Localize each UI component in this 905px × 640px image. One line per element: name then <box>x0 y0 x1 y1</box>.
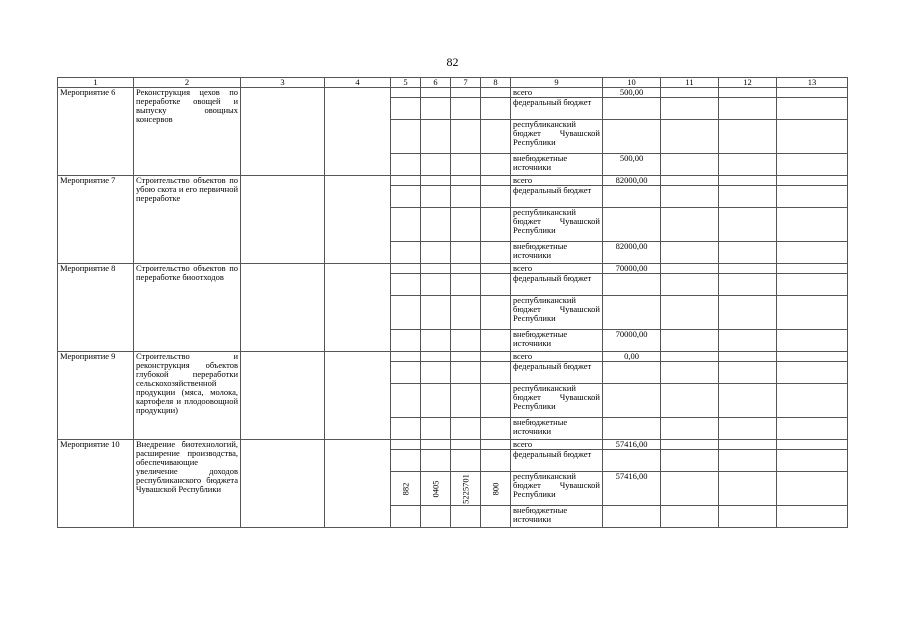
code-cell-col7 <box>451 88 481 98</box>
funding-source: внебюджетные источники <box>511 242 603 264</box>
code-cell-col8 <box>481 186 511 208</box>
code-cell-col8 <box>481 472 511 506</box>
code-cell-col7 <box>451 330 481 352</box>
column-header-7: 7 <box>451 78 481 88</box>
code-cell-col5 <box>391 450 421 472</box>
funding-amount: 70000,00 <box>603 330 661 352</box>
cell-col4 <box>325 352 391 440</box>
funding-source: всего <box>511 88 603 98</box>
cell-col12 <box>719 186 777 208</box>
cell-col12 <box>719 296 777 330</box>
code-cell-col8 <box>481 242 511 264</box>
cell-col13 <box>777 274 848 296</box>
program-events-table <box>57 77 848 528</box>
cell-col13 <box>777 440 848 450</box>
code-cell-col7 <box>451 274 481 296</box>
cell-col11 <box>661 154 719 176</box>
cell-col13 <box>777 88 848 98</box>
table-row <box>58 176 848 186</box>
code-cell-col8 <box>481 154 511 176</box>
funding-amount: 0,00 <box>603 352 661 362</box>
cell-col3 <box>241 264 325 352</box>
code-cell-col5 <box>391 330 421 352</box>
code-cell-col6 <box>421 362 451 384</box>
table-row <box>58 88 848 98</box>
cell-col12 <box>719 264 777 274</box>
code-cell-col7 <box>451 472 481 506</box>
event-label: Мероприятие 7 <box>58 176 134 264</box>
code-cell-col6 <box>421 154 451 176</box>
code-cell-col7 <box>451 296 481 330</box>
code-cell-col8 <box>481 296 511 330</box>
code-cell-col6 <box>421 176 451 186</box>
cell-col12 <box>719 88 777 98</box>
event-name: Строительство и реконструкция объектов глубокой переработки сельскохозяйственной продукции (мяса, молока, картофеля и плодоовощной продукции) <box>134 352 241 440</box>
funding-source: внебюджетные источники <box>511 506 603 528</box>
funding-amount <box>603 98 661 120</box>
cell-col11 <box>661 88 719 98</box>
event-label: Мероприятие 8 <box>58 264 134 352</box>
cell-col13 <box>777 330 848 352</box>
code-cell-col6 <box>421 418 451 440</box>
cell-col13 <box>777 296 848 330</box>
code-cell-col8 <box>481 506 511 528</box>
cell-col11 <box>661 120 719 154</box>
funding-source: республиканский бюджет Чувашской Республики <box>511 472 603 506</box>
funding-amount <box>603 506 661 528</box>
code-cell-col7 <box>451 440 481 450</box>
event-label: Мероприятие 10 <box>58 440 134 528</box>
funding-source: федеральный бюджет <box>511 450 603 472</box>
cell-col12 <box>719 176 777 186</box>
code-cell-col7 <box>451 352 481 362</box>
code-cell-col8 <box>481 362 511 384</box>
code-cell-col8 <box>481 352 511 362</box>
cell-col11 <box>661 330 719 352</box>
cell-col13 <box>777 506 848 528</box>
code-cell-col8 <box>481 88 511 98</box>
cell-col13 <box>777 120 848 154</box>
funding-source: республиканский бюджет Чувашской Республики <box>511 120 603 154</box>
code-cell-col6 <box>421 296 451 330</box>
funding-source: федеральный бюджет <box>511 274 603 296</box>
code-cell-col5 <box>391 208 421 242</box>
funding-amount: 500,00 <box>603 154 661 176</box>
page-number: 82 <box>446 55 459 69</box>
event-label: Мероприятие 9 <box>58 352 134 440</box>
funding-source: республиканский бюджет Чувашской Республики <box>511 296 603 330</box>
column-header-9: 9 <box>511 78 603 88</box>
cell-col11 <box>661 296 719 330</box>
table-row <box>58 264 848 274</box>
code-cell-col5 <box>391 274 421 296</box>
funding-source: всего <box>511 440 603 450</box>
code-cell-col5 <box>391 176 421 186</box>
cell-col12 <box>719 274 777 296</box>
cell-col13 <box>777 384 848 418</box>
cell-col4 <box>325 264 391 352</box>
cell-col11 <box>661 506 719 528</box>
budget-code: 882 <box>400 482 410 495</box>
code-cell-col5 <box>391 296 421 330</box>
code-cell-col6 <box>421 472 451 506</box>
funding-source: внебюджетные источники <box>511 418 603 440</box>
cell-col13 <box>777 176 848 186</box>
cell-col13 <box>777 154 848 176</box>
column-header-1: 1 <box>58 78 134 88</box>
code-cell-col6 <box>421 186 451 208</box>
cell-col12 <box>719 450 777 472</box>
cell-col11 <box>661 186 719 208</box>
cell-col12 <box>719 418 777 440</box>
cell-col11 <box>661 264 719 274</box>
cell-col11 <box>661 274 719 296</box>
code-cell-col7 <box>451 418 481 440</box>
code-cell-col8 <box>481 330 511 352</box>
budget-code: 0405 <box>430 480 440 497</box>
column-header-4: 4 <box>325 78 391 88</box>
code-cell-col8 <box>481 384 511 418</box>
funding-amount: 57416,00 <box>603 440 661 450</box>
code-cell-col7 <box>451 120 481 154</box>
code-cell-col7 <box>451 208 481 242</box>
code-cell-col7 <box>451 450 481 472</box>
funding-amount: 500,00 <box>603 88 661 98</box>
code-cell-col6 <box>421 274 451 296</box>
cell-col12 <box>719 472 777 506</box>
code-cell-col5 <box>391 98 421 120</box>
cell-col12 <box>719 352 777 362</box>
cell-col3 <box>241 88 325 176</box>
code-cell-col8 <box>481 264 511 274</box>
code-cell-col7 <box>451 242 481 264</box>
cell-col3 <box>241 352 325 440</box>
code-cell-col5 <box>391 264 421 274</box>
code-cell-col6 <box>421 88 451 98</box>
code-cell-col6 <box>421 242 451 264</box>
cell-col11 <box>661 384 719 418</box>
code-cell-col7 <box>451 154 481 176</box>
funding-source: внебюджетные источники <box>511 154 603 176</box>
funding-amount <box>603 296 661 330</box>
funding-source: республиканский бюджет Чувашской Республики <box>511 208 603 242</box>
cell-col12 <box>719 440 777 450</box>
code-cell-col5 <box>391 88 421 98</box>
cell-col11 <box>661 98 719 120</box>
event-label: Мероприятие 6 <box>58 88 134 176</box>
column-header-2: 2 <box>134 78 241 88</box>
cell-col4 <box>325 88 391 176</box>
code-cell-col7 <box>451 98 481 120</box>
funding-amount <box>603 274 661 296</box>
event-name: Строительство объектов по переработке биоотходов <box>134 264 241 352</box>
cell-col13 <box>777 472 848 506</box>
code-cell-col5 <box>391 472 421 506</box>
cell-col13 <box>777 186 848 208</box>
funding-source: федеральный бюджет <box>511 186 603 208</box>
code-cell-col6 <box>421 384 451 418</box>
code-cell-col8 <box>481 208 511 242</box>
cell-col12 <box>719 98 777 120</box>
code-cell-col8 <box>481 120 511 154</box>
code-cell-col6 <box>421 506 451 528</box>
code-cell-col5 <box>391 154 421 176</box>
funding-amount: 82000,00 <box>603 176 661 186</box>
funding-amount <box>603 362 661 384</box>
cell-col12 <box>719 154 777 176</box>
cell-col13 <box>777 264 848 274</box>
funding-amount: 82000,00 <box>603 242 661 264</box>
column-header-6: 6 <box>421 78 451 88</box>
cell-col13 <box>777 208 848 242</box>
code-cell-col6 <box>421 120 451 154</box>
cell-col11 <box>661 208 719 242</box>
cell-col13 <box>777 362 848 384</box>
cell-col13 <box>777 418 848 440</box>
cell-col3 <box>241 440 325 528</box>
code-cell-col7 <box>451 176 481 186</box>
code-cell-col7 <box>451 506 481 528</box>
code-cell-col6 <box>421 352 451 362</box>
code-cell-col8 <box>481 450 511 472</box>
column-header-8: 8 <box>481 78 511 88</box>
cell-col11 <box>661 176 719 186</box>
cell-col12 <box>719 506 777 528</box>
funding-amount: 57416,00 <box>603 472 661 506</box>
code-cell-col5 <box>391 418 421 440</box>
code-cell-col8 <box>481 98 511 120</box>
code-cell-col5 <box>391 362 421 384</box>
code-cell-col5 <box>391 440 421 450</box>
header-row <box>58 78 848 88</box>
cell-col3 <box>241 176 325 264</box>
code-cell-col8 <box>481 440 511 450</box>
code-cell-col5 <box>391 120 421 154</box>
column-header-5: 5 <box>391 78 421 88</box>
cell-col4 <box>325 440 391 528</box>
column-header-10: 10 <box>603 78 661 88</box>
cell-col11 <box>661 440 719 450</box>
funding-source: всего <box>511 176 603 186</box>
event-name: Реконструкция цехов по переработке овощей и выпуску овощных консервов <box>134 88 241 176</box>
table-row <box>58 352 848 362</box>
budget-code: 800 <box>490 482 500 495</box>
cell-col12 <box>719 384 777 418</box>
funding-source: федеральный бюджет <box>511 98 603 120</box>
funding-amount <box>603 186 661 208</box>
cell-col12 <box>719 330 777 352</box>
funding-source: федеральный бюджет <box>511 362 603 384</box>
cell-col4 <box>325 176 391 264</box>
funding-source: всего <box>511 352 603 362</box>
cell-col11 <box>661 242 719 264</box>
cell-col11 <box>661 352 719 362</box>
cell-col13 <box>777 352 848 362</box>
code-cell-col7 <box>451 264 481 274</box>
funding-amount: 70000,00 <box>603 264 661 274</box>
cell-col12 <box>719 208 777 242</box>
funding-amount <box>603 450 661 472</box>
code-cell-col5 <box>391 384 421 418</box>
cell-col12 <box>719 242 777 264</box>
code-cell-col7 <box>451 186 481 208</box>
column-header-13: 13 <box>777 78 848 88</box>
column-header-11: 11 <box>661 78 719 88</box>
code-cell-col5 <box>391 186 421 208</box>
event-name: Внедрение биотехнологий, расширение производства, обеспечивающие увеличение доходов республиканского бюджета Чувашской Республики <box>134 440 241 528</box>
code-cell-col7 <box>451 384 481 418</box>
cell-col11 <box>661 418 719 440</box>
code-cell-col6 <box>421 98 451 120</box>
table-row <box>58 440 848 450</box>
cell-col11 <box>661 362 719 384</box>
budget-code: 5225701 <box>460 473 470 504</box>
funding-source: внебюджетные источники <box>511 330 603 352</box>
code-cell-col5 <box>391 506 421 528</box>
cell-col11 <box>661 472 719 506</box>
cell-col13 <box>777 450 848 472</box>
cell-col12 <box>719 120 777 154</box>
funding-amount <box>603 384 661 418</box>
code-cell-col8 <box>481 274 511 296</box>
event-name: Строительство объектов по убою скота и его первичной переработке <box>134 176 241 264</box>
cell-col13 <box>777 98 848 120</box>
funding-amount <box>603 418 661 440</box>
column-header-3: 3 <box>241 78 325 88</box>
code-cell-col8 <box>481 176 511 186</box>
funding-source: всего <box>511 264 603 274</box>
code-cell-col6 <box>421 264 451 274</box>
cell-col12 <box>719 362 777 384</box>
funding-source: республиканский бюджет Чувашской Республики <box>511 384 603 418</box>
funding-amount <box>603 208 661 242</box>
cell-col11 <box>661 450 719 472</box>
code-cell-col6 <box>421 440 451 450</box>
code-cell-col8 <box>481 418 511 440</box>
code-cell-col6 <box>421 450 451 472</box>
code-cell-col6 <box>421 330 451 352</box>
code-cell-col7 <box>451 362 481 384</box>
code-cell-col6 <box>421 208 451 242</box>
code-cell-col5 <box>391 242 421 264</box>
cell-col13 <box>777 242 848 264</box>
code-cell-col5 <box>391 352 421 362</box>
column-header-12: 12 <box>719 78 777 88</box>
funding-amount <box>603 120 661 154</box>
